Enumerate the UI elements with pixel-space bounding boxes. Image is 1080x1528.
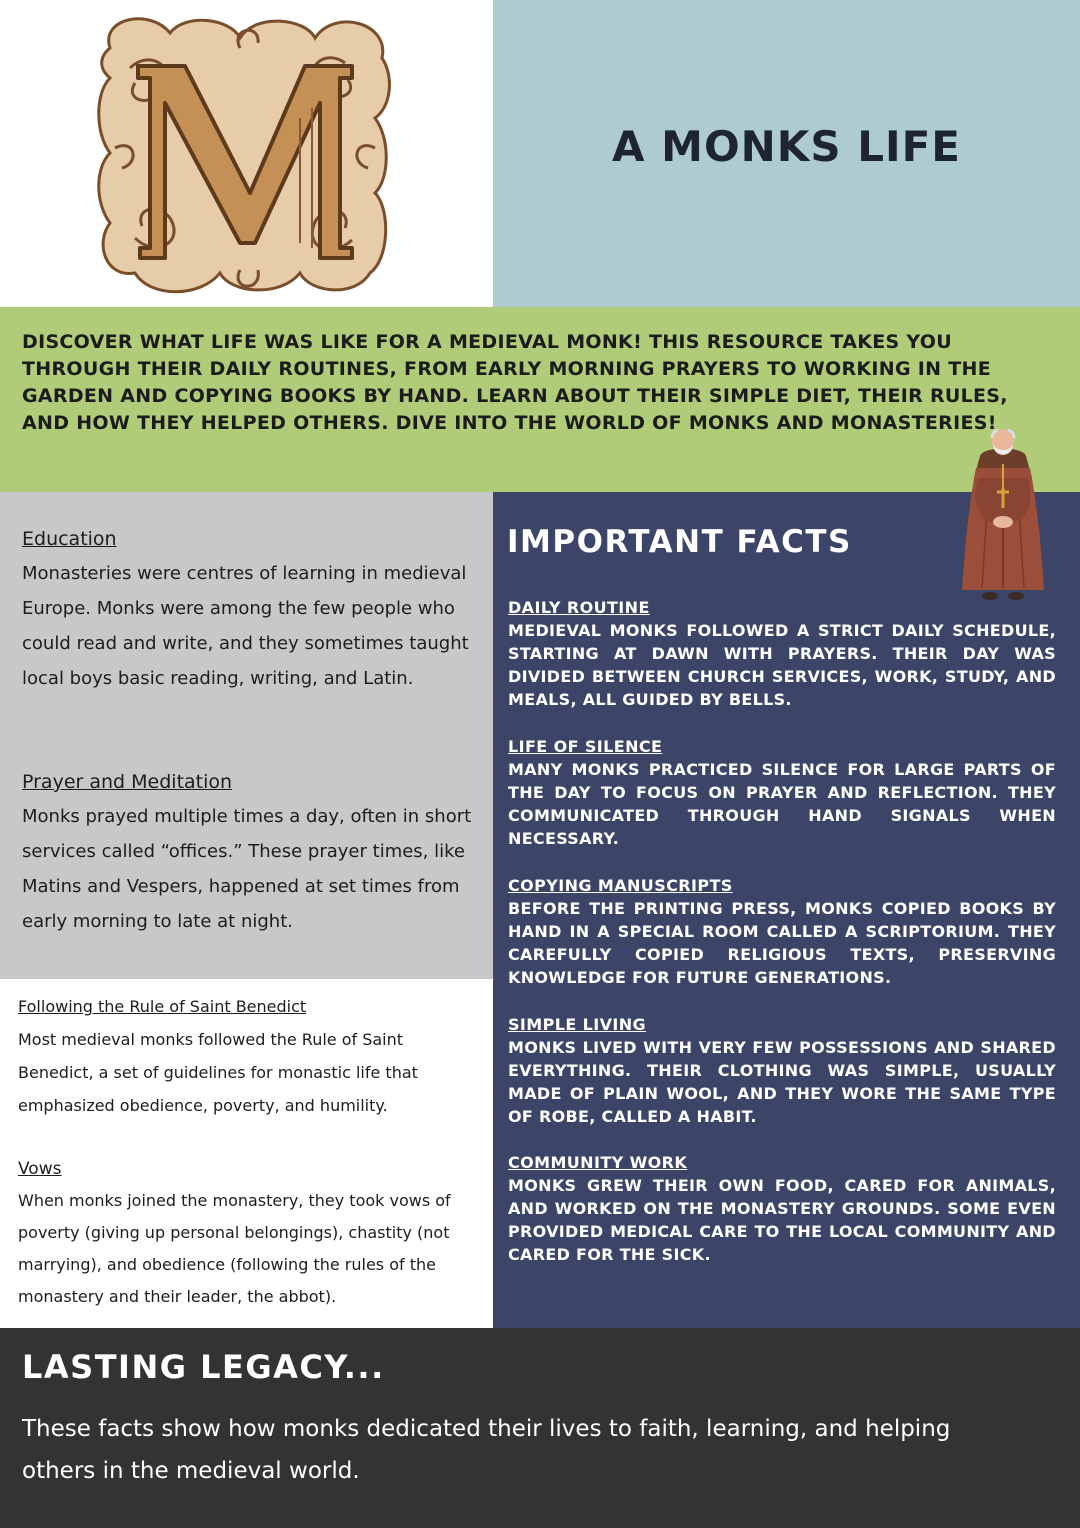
- topic-body: When monks joined the monastery, they took vows of poverty (giving up personal belongings), chastity (not marrying), and obedience (following the rules of the monastery and their leader, the abbot).: [18, 1191, 451, 1306]
- facts-title: IMPORTANT FACTS: [507, 524, 852, 560]
- footer-panel: [0, 1328, 1080, 1528]
- fact-body: MANY MONKS PRACTICED SILENCE FOR LARGE PARTS OF THE DAY TO FOCUS ON PRAYER AND REFLECTION. THEY COMMUNICATED THROUGH HAND SIGNALS WHEN NECESSARY.: [508, 760, 1056, 848]
- monk-figure-icon: [958, 418, 1048, 608]
- topic-heading: Vows: [18, 1159, 62, 1179]
- topic-rule-of-saint-benedict: [18, 995, 478, 1122]
- title-panel: [493, 0, 1080, 307]
- fact-body: BEFORE THE PRINTING PRESS, MONKS COPIED BOOKS BY HAND IN A SPECIAL ROOM CALLED A SCRIPTORIUM. THEY CAREFULLY COPIED RELIGIOUS TEXTS, PRESERVING KNOWLEDGE FOR FUTURE GENERATIONS.: [508, 899, 1056, 987]
- fact-body: MONKS LIVED WITH VERY FEW POSSESSIONS AND SHARED EVERYTHING. THEIR CLOTHING WAS SIMPLE, USUALLY MADE OF PLAIN WOOL, AND THEY WORE THE SAME TYPE OF ROBE, CALLED A HABIT.: [508, 1038, 1056, 1126]
- topic-heading: Education: [22, 528, 117, 550]
- footer-text: These facts show how monks dedicated their lives to faith, learning, and helping others in the medieval world.: [22, 1416, 951, 1484]
- illuminated-letter-m-icon: [90, 8, 400, 298]
- topic-body: Monks prayed multiple times a day, often in short services called “offices.” These prayer times, like Matins and Vespers, happened at set times from early morning to late at night.: [22, 806, 472, 932]
- topic-heading: Prayer and Meditation: [22, 771, 233, 793]
- topic-education: [22, 526, 474, 696]
- logo-panel: [0, 0, 493, 307]
- intro-text: DISCOVER WHAT LIFE WAS LIKE FOR A MEDIEVAL MONK! THIS RESOURCE TAKES YOU THROUGH THEIR DAILY ROUTINES, FROM EARLY MORNING PRAYERS TO WORKING IN THE GARDEN AND COPYING BOOKS BY HAND. LEARN ABOUT THEIR SIMPLE DIET, THEIR RULES, AND HOW THEY HELPED OTHERS. DIVE INTO THE WORLD OF MONKS AND MONASTERIES!: [22, 331, 1008, 434]
- footer-title: LASTING LEGACY...: [22, 1348, 385, 1386]
- page-title: A MONKS LIFE: [612, 122, 961, 171]
- topic-body: Most medieval monks followed the Rule of Saint Benedict, a set of guidelines for monastic life that emphasized obedience, poverty, and humility.: [18, 1030, 418, 1115]
- topic-body: Monasteries were centres of learning in medieval Europe. Monks were among the few people who could read and write, and they sometimes taught local boys basic reading, writing, and Latin.: [22, 563, 469, 689]
- fact-heading: DAILY ROUTINE: [508, 598, 650, 617]
- topic-prayer: [22, 769, 474, 939]
- fact-simple-living: [508, 1013, 1056, 1128]
- fact-heading: COPYING MANUSCRIPTS: [508, 876, 733, 895]
- fact-heading: SIMPLE LIVING: [508, 1015, 647, 1034]
- fact-daily-routine: [508, 596, 1056, 711]
- topic-heading: Following the Rule of Saint Benedict: [18, 997, 307, 1016]
- fact-heading: LIFE OF SILENCE: [508, 737, 663, 756]
- intro-panel: [0, 307, 1080, 492]
- fact-body: MONKS GREW THEIR OWN FOOD, CARED FOR ANIMALS, AND WORKED ON THE MONASTERY GROUNDS. SOME EVEN PROVIDED MEDICAL CARE TO THE LOCAL COMMUNITY AND CARED FOR THE SICK.: [508, 1176, 1056, 1264]
- topic-vows: [18, 1157, 478, 1313]
- fact-body: MEDIEVAL MONKS FOLLOWED A STRICT DAILY SCHEDULE, STARTING AT DAWN WITH PRAYERS. THEIR DAY WAS DIVIDED BETWEEN CHURCH SERVICES, WORK, STUDY, AND MEALS, ALL GUIDED BY BELLS.: [508, 621, 1056, 709]
- fact-community-work: [508, 1151, 1056, 1266]
- fact-life-of-silence: [508, 735, 1056, 850]
- fact-heading: COMMUNITY WORK: [508, 1153, 688, 1172]
- fact-copying-manuscripts: [508, 874, 1056, 989]
